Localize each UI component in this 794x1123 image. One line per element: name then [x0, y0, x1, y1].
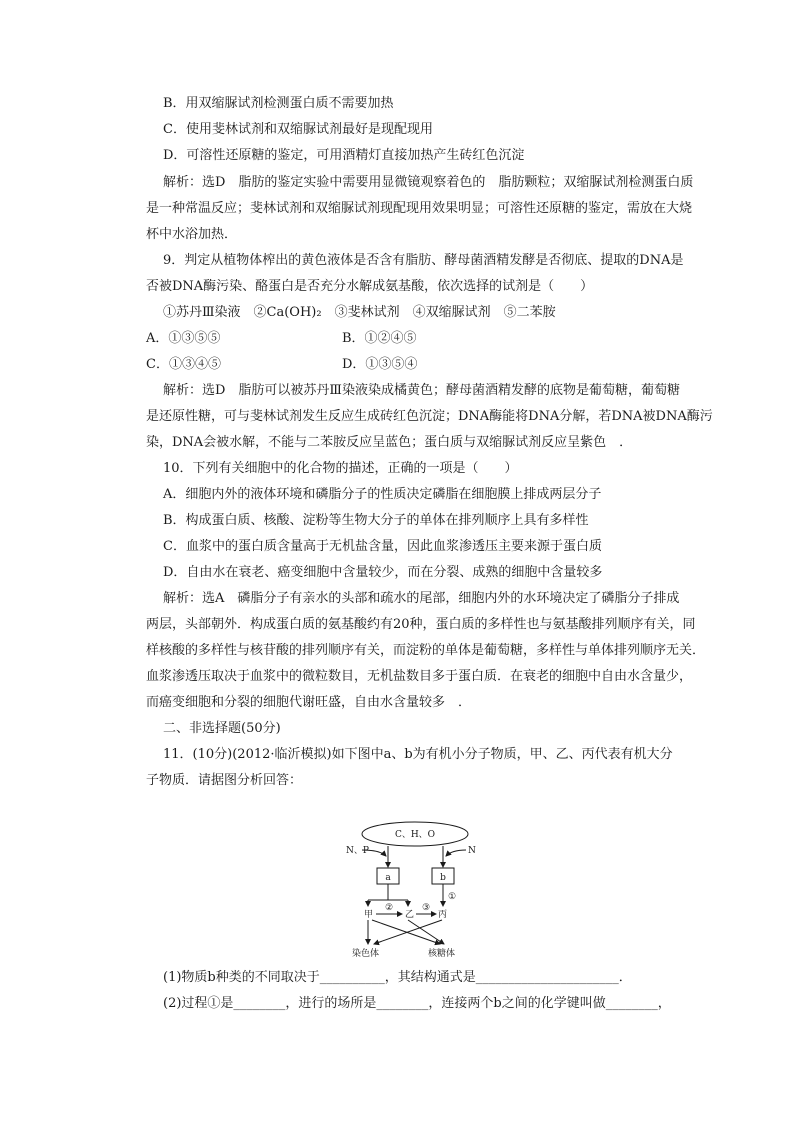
jia-label: 甲 — [364, 910, 374, 920]
svg-text:a: a — [385, 873, 391, 883]
q9-analysis-line: 解析：选D 脂肪可以被苏丹Ⅲ染液染成橘黄色；酵母菌酒精发酵的底物是葡萄糖，葡萄糖 — [163, 383, 680, 398]
q9-analysis-line: 是还原性糖，可与斐林试剂发生反应生成砖红色沉淀；DNA酶能将DNA分解，若DNA被DNA酶污 — [146, 409, 713, 424]
step-2-label: ② — [385, 903, 394, 913]
q10-option-a: A．细胞内外的液体环境和磷脂分子的性质决定磷脂在细胞膜上排成两层分子 — [163, 487, 602, 502]
q10-analysis-line: 两层，头部朝外．构成蛋白质的氨基酸约有20种，蛋白质的多样性也与氨基酸排列顺序有关，同 — [146, 617, 696, 632]
q11-subquestion-2: (2)过程①是________，进行的场所是________，连接两个b之间的化学键叫做________， — [163, 996, 671, 1011]
q11-diagram — [340, 820, 490, 960]
q8-option-c: C．使用斐林试剂和双缩脲试剂最好是现配现用 — [163, 122, 433, 137]
chromosome-label: 染色体 — [352, 949, 380, 959]
bing-label: 丙 — [438, 910, 448, 920]
q10-option-d: D．自由水在衰老、癌变细胞中含量较少，而在分裂、成熟的细胞中含量较多 — [163, 565, 603, 580]
q9-option-b: B．①②④⑤ — [342, 331, 417, 346]
yi-label: 乙 — [405, 910, 415, 920]
q11-subquestion-1: (1)物质b种类的不同取决于__________，其结构通式是______________________． — [163, 970, 632, 985]
q8-analysis-line: 解析：选D 脂肪的鉴定实验中需要用显微镜观察着色的 脂肪颗粒；双缩脲试剂检测蛋白质 — [163, 175, 694, 190]
q10-option-b: B．构成蛋白质、核酸、淀粉等生物大分子的单体在排列顺序上具有多样性 — [163, 513, 589, 528]
q10-option-c: C．血浆中的蛋白质含量高于无机盐含量，因此血浆渗透压主要来源于蛋白质 — [163, 539, 602, 554]
svg-text:b: b — [440, 873, 446, 883]
q10-analysis-line: 而癌变细胞和分裂的细胞代谢旺盛，自由水含量较多 ． — [146, 695, 472, 710]
elements-label: C、H、O — [394, 830, 436, 840]
q10-analysis-line: 血浆渗透压取决于血浆中的微粒数目，无机盐数目多于蛋白质．在衰老的细胞中自由水含量少， — [146, 669, 693, 684]
q8-option-b: B．用双缩脲试剂检测蛋白质不需要加热 — [163, 96, 394, 111]
q9-option-a: A．①③⑤⑤ — [146, 331, 221, 346]
ribosome-label: 核糖体 — [428, 949, 456, 959]
q10-analysis-line: 解析：选A 磷脂分子有亲水的头部和疏水的尾部，细胞内外的水环境决定了磷脂分子排成 — [163, 591, 680, 606]
n-label: N — [468, 846, 476, 856]
q8-option-d: D．可溶性还原糖的鉴定，可用酒精灯直接加热产生砖红色沉淀 — [163, 148, 525, 163]
q10-stem: 10．下列有关细胞中的化合物的描述，正确的一项是（ ） — [163, 461, 518, 476]
q8-analysis-line: 杯中水浴加热． — [146, 227, 238, 242]
q9-option-d: D．①③⑤④ — [342, 357, 418, 372]
q9-stem: 9．判定从植物体榨出的黄色液体是否含有脂肪、酵母菌酒精发酵是否彻底、提取的DNA是 — [163, 253, 684, 268]
q8-analysis-line: 是一种常温反应；斐林试剂和双缩脲试剂现配现用效果明显；可溶性还原糖的鉴定，需放在大烧 — [146, 201, 693, 216]
q9-stem: 否被DNA酶污染、酪蛋白是否充分水解成氨基酸，依次选择的试剂是（ ） — [146, 279, 594, 294]
q10-analysis-line: 样核酸的多样性与核苷酸的排列顺序有关，而淀粉的单体是葡萄糖，多样性与单体排列顺序无关． — [146, 643, 706, 658]
q9-reagents: ①苏丹Ⅲ染液 ②Ca(OH)₂ ③斐林试剂 ④双缩脲试剂 ⑤二苯胺 — [163, 305, 556, 320]
q9-option-c: C．①③④⑤ — [146, 357, 221, 372]
np-label: N、P — [346, 846, 369, 856]
q9-analysis-line: 染，DNA会被水解，不能与二苯胺反应呈蓝色；蛋白质与双缩脲试剂反应呈紫色 ． — [146, 435, 633, 450]
q11-stem: 11．(10分)(2012·临沂模拟)如下图中a、b为有机小分子物质，甲、乙、丙代表有机大分 — [163, 747, 673, 762]
section-heading: 二、非选择题(50分) — [163, 721, 281, 736]
step-1-label: ① — [448, 892, 457, 902]
q11-stem: 子物质．请据图分析回答： — [146, 773, 303, 788]
step-3-label: ③ — [422, 903, 431, 913]
